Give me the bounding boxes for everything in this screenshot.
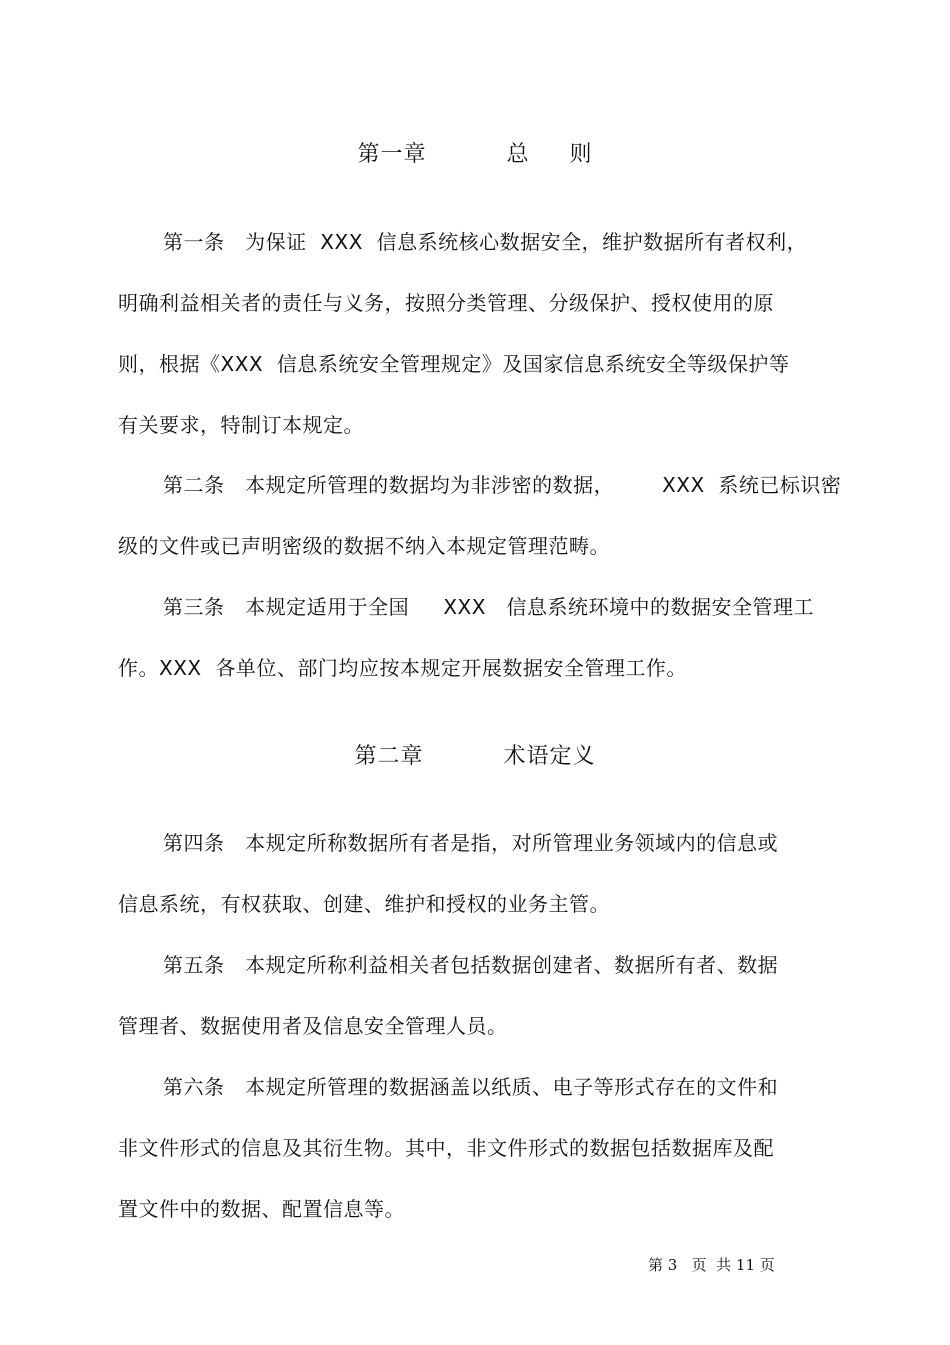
article-line: 非文件形式的信息及其衍生物。其中，非文件形式的数据包括数据库及配 — [118, 1136, 774, 1160]
article-line: 明确利益相关者的责任与义务，按照分类管理、分级保护、授权使用的原 — [118, 291, 774, 315]
article-line: 信息系统，有权获取、创建、维护和授权的业务主管。 — [118, 892, 610, 916]
article-line: 第五条 本规定所称利益相关者包括数据创建者、数据所有者、数据 — [163, 953, 779, 977]
article-line: 第四条 本规定所称数据所有者是指，对所管理业务领域内的信息或 — [163, 831, 779, 855]
article-line: 有关要求，特制订本规定。 — [118, 413, 364, 437]
article-line: 管理者、数据使用者及信息安全管理人员。 — [118, 1014, 508, 1038]
article-line: 置文件中的数据、配置信息等。 — [118, 1197, 405, 1221]
article-line: 级的文件或已声明密级的数据不纳入本规定管理范畴。 — [118, 534, 610, 558]
article-line: 则，根据《XXX 信息系统安全管理规定》及国家信息系统安全等级保护等 — [118, 352, 790, 376]
chapter-title: 第一章 总 则 — [357, 142, 593, 167]
page-number: 第 3 页 共 11 页 — [648, 1256, 775, 1274]
article-line: 作。XXX 各单位、部门均应按本规定开展数据安全管理工作。 — [118, 656, 687, 680]
chapter-title: 第二章 术语定义 — [354, 744, 596, 769]
article-line: 第一条 为保证 XXX 信息系统核心数据安全，维护数据所有者权利， — [163, 230, 808, 254]
article-line: 第二条 本规定所管理的数据均为非涉密的数据， XXX 系统已标识密 — [163, 473, 842, 497]
article-line: 第三条 本规定适用于全国 XXX 信息系统环境中的数据安全管理工 — [163, 595, 815, 619]
article-line: 第六条 本规定所管理的数据涵盖以纸质、电子等形式存在的文件和 — [163, 1075, 779, 1099]
